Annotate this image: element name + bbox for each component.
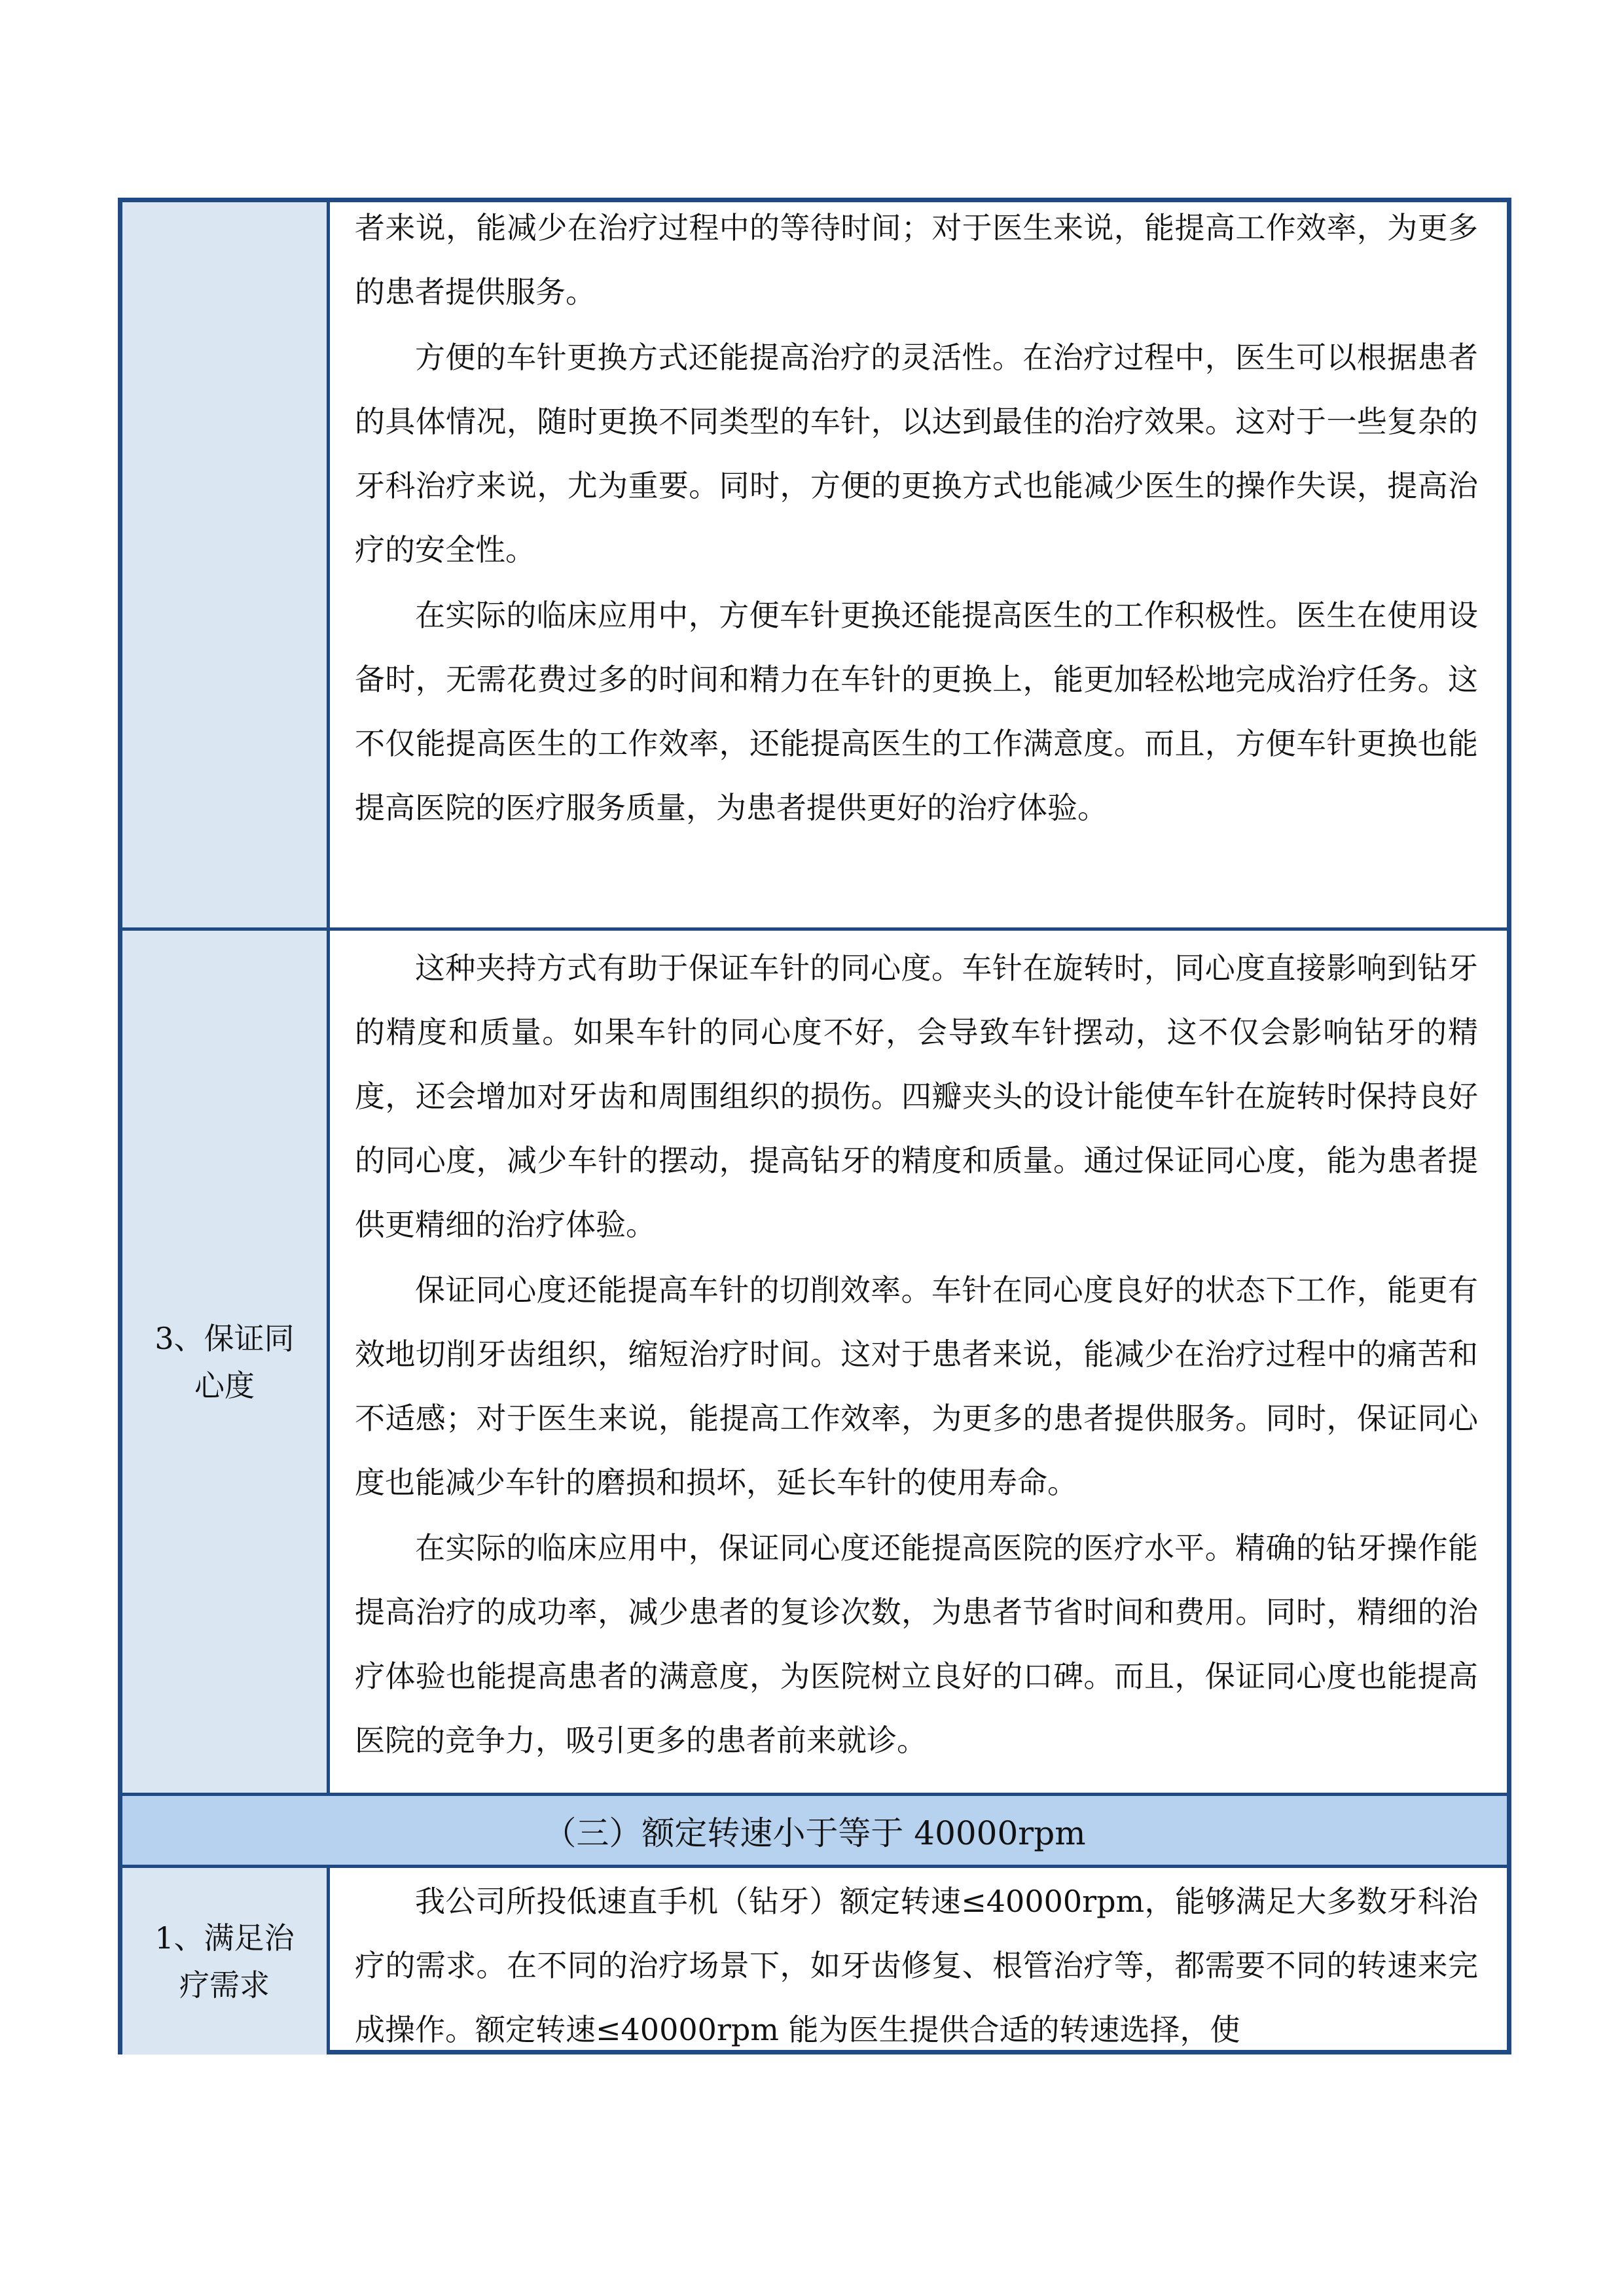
row-content-cell bbox=[330, 196, 1507, 927]
table-row bbox=[122, 202, 1507, 927]
section-heading-row bbox=[122, 1793, 1507, 1865]
paragraph: 者来说，能减少在治疗过程中的等待时间；对于医生来说，能提高工作效率，为更多的患者提供服务。 bbox=[355, 210, 1478, 310]
paragraph: 方便的车针更换方式还能提高治疗的灵活性。在治疗过程中，医生可以根据患者的具体情况，随时更换不同类型的车针，以达到最佳的治疗效果。这对于一些复杂的牙科治疗来说，尤为重要。同时，方便的更换方式也能减少医生的操作失误，提高治疗的安全性。 bbox=[355, 340, 1478, 567]
row-content-cell bbox=[330, 1868, 1507, 2054]
paragraph: 保证同心度还能提高车针的切削效率。车针在同心度良好的状态下工作，能更有效地切削牙齿组织，缩短治疗时间。这对于患者来说，能减少在治疗过程中的痛苦和不适感；对于医生来说，能提高工作效率，为更多的患者提供服务。同时，保证同心度也能减少车针的磨损和损坏，延长车针的使用寿命。 bbox=[355, 1272, 1478, 1500]
paragraph: 在实际的临床应用中，保证同心度还能提高医院的医疗水平。精确的钻牙操作能提高治疗的成功率，减少患者的复诊次数，为患者节省时间和费用。同时，精细的治疗体验也能提高患者的满意度，为医院树立良好的口碑。而且，保证同心度也能提高医院的竞争力，吸引更多的患者前来就诊。 bbox=[355, 1530, 1478, 1758]
section-heading: （三）额定转速小于等于 40000rpm bbox=[543, 1814, 1086, 1852]
table-row bbox=[122, 927, 1507, 1793]
paragraph: 这种夹持方式有助于保证车针的同心度。车针在旋转时，同心度直接影响到钻牙的精度和质量。如果车针的同心度不好，会导致车针摆动，这不仅会影响钻牙的精度，还会增加对牙齿和周围组织的损伤。四瓣夹头的设计能使车针在旋转时保持良好的同心度，减少车针的摆动，提高钻牙的精度和质量。通过保证同心度，能为患者提供更精细的治疗体验。 bbox=[355, 950, 1478, 1242]
table-row bbox=[122, 1865, 1507, 2054]
row-label-cell: 3、保证同心度 bbox=[122, 931, 330, 1793]
paragraph: 我公司所投低速直手机（钻牙）额定转速≤40000rpm，能够满足大多数牙科治疗的需求。在不同的治疗场景下，如牙齿修复、根管治疗等，都需要不同的转速来完成操作。额定转速≤40000rpm 能为医生提供合适的转速选择，使 bbox=[355, 1884, 1478, 2047]
paragraph: 在实际的临床应用中，方便车针更换还能提高医生的工作积极性。医生在使用设备时，无需花费过多的时间和精力在车针的更换上，能更加轻松地完成治疗任务。这不仅能提高医生的工作效率，还能提高医生的工作满意度。而且，方便车针更换也能提高医院的医疗服务质量，为患者提供更好的治疗体验。 bbox=[355, 598, 1478, 825]
row-content-cell bbox=[330, 931, 1507, 1793]
row-label-cell bbox=[122, 202, 330, 927]
document-table bbox=[118, 198, 1511, 2054]
row-label-cell: 1、满足治疗需求 bbox=[122, 1868, 330, 2054]
